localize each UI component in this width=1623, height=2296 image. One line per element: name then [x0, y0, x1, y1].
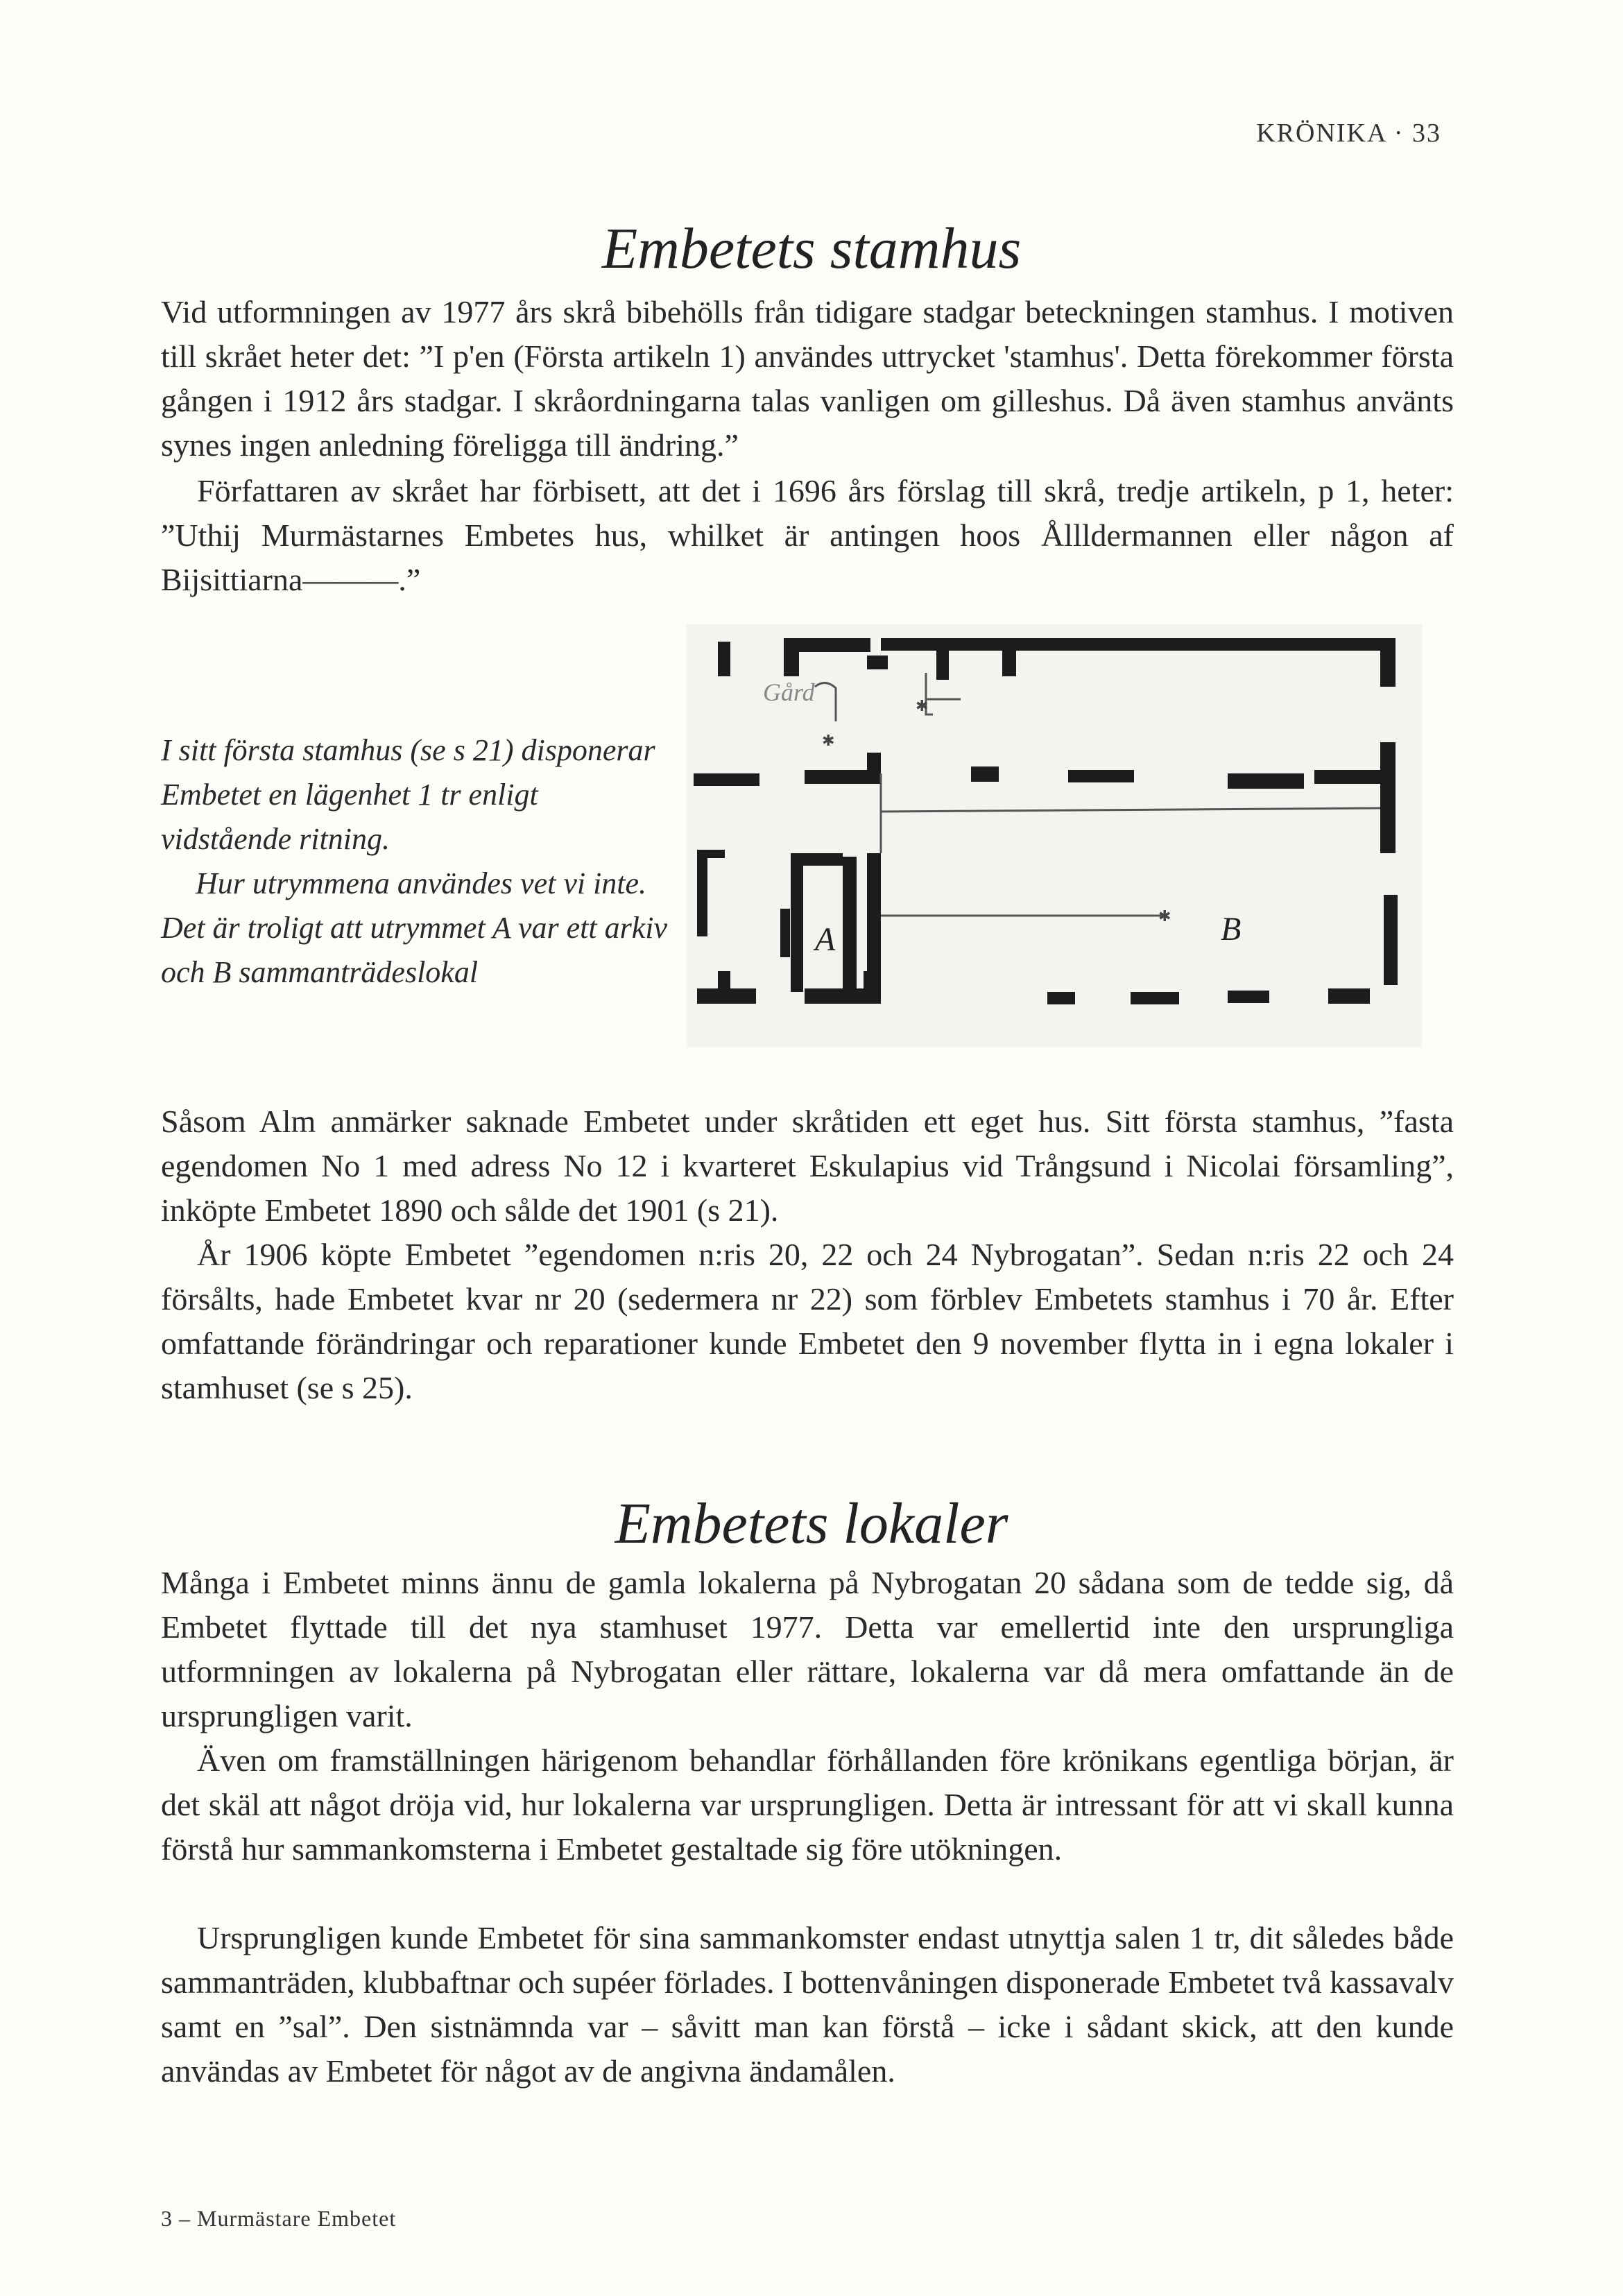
svg-text:✱: ✱	[1158, 907, 1171, 925]
room-label-a: A	[815, 921, 836, 958]
page-footer: 3 – Murmästare Embetet	[161, 2206, 397, 2231]
paragraph-stamhus-2: Författaren av skrået har förbisett, att det i 1696 års förslag till skrå, tredje artikeln, p 1, heter: ”Uthij Murmästarnes Embetes hus, whilket är antingen hoos Ållldermannen eller någon af Bijsittiarna———.”	[161, 473, 1454, 597]
running-head: KRÖNIKA · 33	[1256, 119, 1441, 148]
paragraph-stamhus-1: Vid utformningen av 1977 års skrå bibehölls från tidigare stadgar beteckningen stamhus. I motiven till skrået heter det: ”I p'en (Första artikeln 1) användes uttrycket 'stamhus'. Detta förekommer första gången i 1912 års stadgar. I skråordningarna talas vanligen om gilleshus. Då även stamhus använts synes ingen anledning föreligga till ändring.”	[161, 294, 1454, 463]
section-title-stamhus: Embetets stamhus	[601, 216, 1022, 281]
paragraph-stamhus-4: År 1906 köpte Embetet ”egendomen n:ris 20, 22 och 24 Nybrogatan”. Sedan n:ris 22 och 24 försålts, hade Embetet kvar nr 20 (sedermera nr 22) som förblev Embetets stamhus i 70 år. Efter omfattande förändringar och reparationer kunde Embetet den 9 november flytta in i egna lokaler i stamhuset (se s 25).	[161, 1237, 1454, 1405]
section-title-lokaler: Embetets lokaler	[615, 1491, 1008, 1556]
floor-plan-svg	[687, 624, 1422, 1047]
handwritten-label: Gård	[763, 678, 815, 706]
svg-text:✱: ✱	[916, 697, 929, 714]
paragraph-lokaler-2: Även om framställningen härigenom behandlar förhållanden före krönikans egentliga början, är det skäl att något dröja vid, hur lokalerna var ursprungligen. Detta är intressant för att vi skall kunna förstå hur sammankomsterna i Embetet gestaltade sig före utökningen.	[161, 1742, 1454, 1867]
room-label-b: B	[1221, 911, 1242, 948]
figure-caption	[161, 728, 667, 995]
paragraph-stamhus-3: Såsom Alm anmärker saknade Embetet under skråtiden ett eget hus. Sitt första stamhus, ”fasta egendomen No 1 med adress No 12 i kvarteret Eskulapius vid Trångsund i Nicolai församling”, inköpte Embetet 1890 och sålde det 1901 (s 21).	[161, 1104, 1454, 1228]
paragraph-lokaler-3: Ursprungligen kunde Embetet för sina sammankomster endast utnyttja salen 1 tr, dit således både sammanträden, klubbaftnar och supéer förlades. I bottenvåningen disponerade Embetet två kassavalv samt en ”sal”. Den sistnämnda var – såvitt man kan förstå – icke i sådant skick, att den kunde användas av Embetet för något av de angivna ändamålen.	[161, 1920, 1454, 2089]
paragraph-lokaler-1: Många i Embetet minns ännu de gamla lokalerna på Nybrogatan 20 sådana som de tedde sig, då Embetet flyttade till det nya stamhuset 1977. Detta var emellertid inte den ursprungliga utformningen av lokalerna på Nybrogatan eller rättare, lokalerna var då mera omfattande än de ursprungligen varit.	[161, 1565, 1454, 1733]
floor-plan-drawing	[687, 624, 1422, 1047]
caption-text-1: I sitt första stamhus (se s 21) disponerar Embetet en lägenhet 1 tr enligt vidstående ritning.	[161, 733, 655, 856]
caption-text-2: Hur utrymmena användes vet vi inte. Det är troligt att utrymmet A var ett arkiv och B sammanträdeslokal	[161, 866, 667, 989]
svg-text:✱: ✱	[822, 732, 835, 749]
